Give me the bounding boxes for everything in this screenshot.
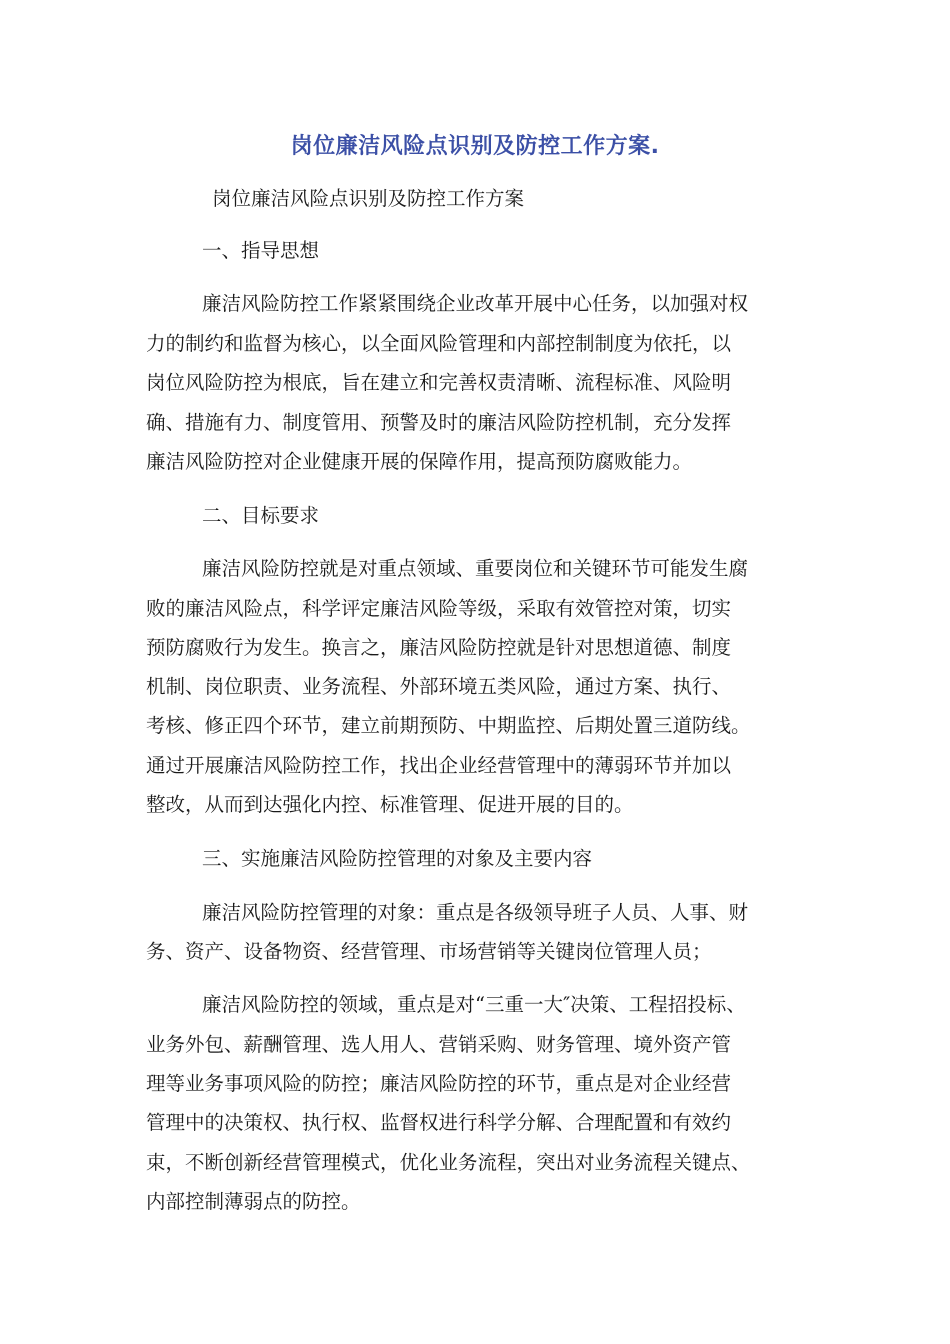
paragraph-line: 内部控制薄弱点的防控。 [146,1190,361,1213]
paragraph-line: 管理中的决策权、执行权、监督权进行科学分解、合理配置和有效约 [146,1111,732,1134]
section-heading: 一、指导思想 [202,239,320,262]
paragraph-line: 廉洁风险防控就是对重点领域、重要岗位和关键环节可能发生腐 [202,557,749,580]
paragraph-line: 理等业务事项风险的防控；廉洁风险防控的环节，重点是对企业经营 [146,1072,732,1095]
paragraph-line: 败的廉洁风险点，科学评定廉洁风险等级，采取有效管控对策，切实 [146,597,732,620]
paragraph-line: 廉洁风险防控的领域，重点是对“三重一大″决策、工程招投标、 [202,993,746,1016]
section-heading: 三、实施廉洁风险防控管理的对象及主要内容 [202,847,593,870]
paragraph-line: 廉洁风险防控工作紧紧围绕企业改革开展中心任务，以加强对权 [202,292,749,315]
paragraph-line: 岗位风险防控为根底，旨在建立和完善权责清晰、流程标准、风险明 [146,371,732,394]
paragraph-line: 机制、岗位职责、业务流程、外部环境五类风险，通过方案、执行、 [146,675,732,698]
paragraph-line: 束，不断创新经营管理模式，优化业务流程，突出对业务流程关键点、 [146,1151,751,1174]
paragraph-line: 预防腐败行为发生。换言之，廉洁风险防控就是针对思想道德、制度 [146,636,732,659]
paragraph-line: 整改，从而到达强化内控、标准管理、促进开展的目的。 [146,793,634,816]
paragraph-line: 廉洁风险防控管理的对象：重点是各级领导班子人员、人事、财 [202,901,749,924]
paragraph-line: 考核、修正四个环节，建立前期预防、中期监控、后期处置三道防线。 [146,714,751,737]
section-heading: 二、目标要求 [202,504,320,527]
paragraph-line: 通过开展廉洁风险防控工作，找出企业经营管理中的薄弱环节并加以 [146,754,732,777]
paragraph-line: 确、措施有力、制度管用、预警及时的廉洁风险防控机制，充分发挥 [146,411,732,434]
paragraph-line: 力的制约和监督为核心，以全面风险管理和内部控制制度为依托，以 [146,332,732,355]
document-subtitle: 岗位廉洁风险点识别及防控工作方案 [212,187,525,210]
paragraph-line: 业务外包、薪酬管理、选人用人、营销采购、财务管理、境外资产管 [146,1033,732,1056]
paragraph-line: 廉洁风险防控对企业健康开展的保障作用，提高预防腐败能力。 [146,450,693,473]
document-title: 岗位廉洁风险点识别及防控工作方案. [290,134,660,159]
paragraph-line: 务、资产、设备物资、经营管理、市场营销等关键岗位管理人员； [146,940,712,963]
